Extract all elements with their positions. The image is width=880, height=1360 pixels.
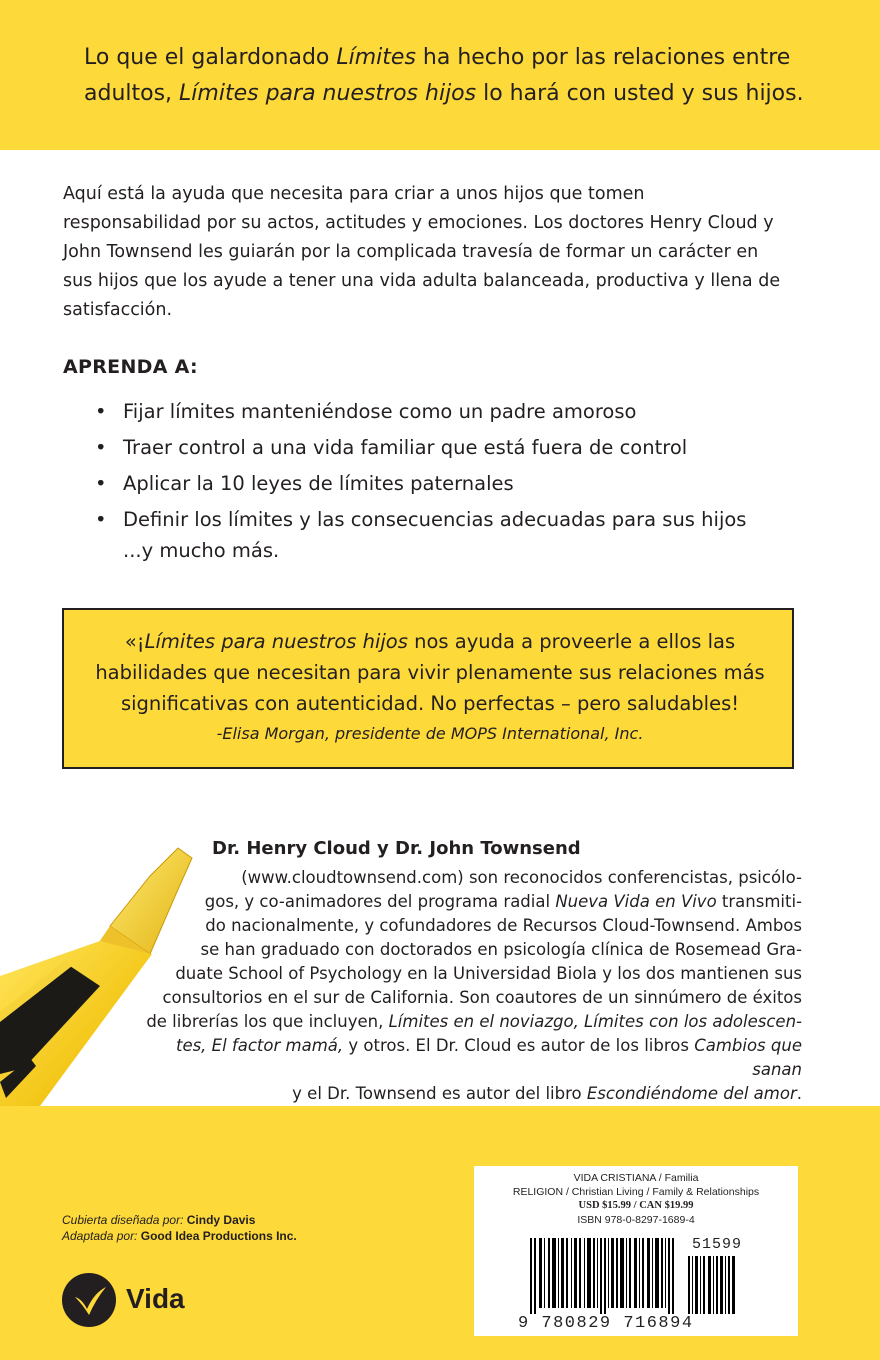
bullet-icon: •	[95, 508, 107, 531]
authors-bio: (www.cloudtownsend.com) son reconocidos conferencistas, psicólo- gos, y co-animadores del programa radial Nueva Vida en Vivo transmiti- do nacionalmente, y cofundadores de Recursos Cloud-Townsend. Ambos se han graduado con doctorados en psicología clínica de Rosemead Gra- duate School of Psychology en la Universidad Biola y los dos mantienen sus consultorios en el sur de California. Son coautores de un sinnúmero de éxitos de librerías los que incluyen, Límites en el noviazgo, Límites con los adolescen- tes, El factor mamá, y otros. El Dr. Cloud es autor de los libros Cambios que sanan y el Dr. Townsend es autor del libro Escondiéndome del amor.	[146, 868, 802, 1103]
price-line: USD $15.99 / CAN $19.99	[578, 1200, 694, 1211]
more-text: ...y mucho más.	[123, 539, 280, 562]
barcode-panel	[474, 1166, 798, 1336]
aprenda-list	[95, 394, 835, 538]
authors-heading: Dr. Henry Cloud y Dr. John Townsend	[212, 838, 581, 859]
book-title: Límites para nuestros hijos	[179, 81, 477, 106]
list-item: • Definir los límites y las consecuencias adecuadas para sus hijos	[95, 502, 835, 538]
bullet-icon: •	[95, 436, 107, 459]
header-tagline: Lo que el galardonado Límites ha hecho por las relaciones entre adultos, Límites para nuestros hijos lo hará con usted y sus hijos.	[84, 45, 804, 106]
book-title-limites: Límites	[336, 45, 416, 70]
endorsement-box	[62, 608, 794, 769]
list-item: • Aplicar la 10 leyes de límites paternales	[95, 466, 835, 502]
category-line: RELIGION / Christian Living / Family & Relationships	[512, 1186, 760, 1198]
barcode-digits: 9 780829 716894	[518, 1314, 694, 1333]
design-credits: Cubierta diseñada por: Cindy Davis Adaptada por: Good Idea Productions Inc.	[62, 1213, 297, 1243]
list-item: • Traer control a una vida familiar que está fuera de control	[95, 430, 835, 466]
barcode-addon: 51599	[692, 1236, 743, 1253]
publisher-name: Vida	[126, 1283, 185, 1314]
vida-checkmark-icon	[62, 1273, 116, 1327]
publisher-logo	[62, 1273, 222, 1331]
bullet-icon: •	[95, 472, 107, 495]
bullet-icon: •	[95, 400, 107, 423]
list-item: • Fijar límites manteniéndose como un padre amoroso	[95, 394, 835, 430]
intro-paragraph: Aquí está la ayuda que necesita para criar a unos hijos que tomen responsabilidad por su actos, actitudes y emociones. Los doctores Henry Cloud y John Townsend les guiarán por la complicada travesía de formar un carácter en sus hijos que los ayude a tener una vida adulta balanceada, productiva y llena de satisfacción.	[63, 184, 781, 320]
aprenda-heading: APRENDA A:	[63, 356, 198, 378]
endorsement-attribution: -Elisa Morgan, presidente de MOPS International, Inc.	[216, 724, 644, 743]
endorsement-quote: «¡Límites para nuestros hijos nos ayuda a proveerle a ellos las habilidades que necesitan para vivir plenamente sus relaciones más significativas con autenticidad. No perfectas – pero saludables!	[95, 630, 765, 715]
category-line: VIDA CRISTIANA / Familia	[573, 1172, 699, 1184]
isbn-line: ISBN 978-0-8297-1689-4	[577, 1214, 695, 1226]
